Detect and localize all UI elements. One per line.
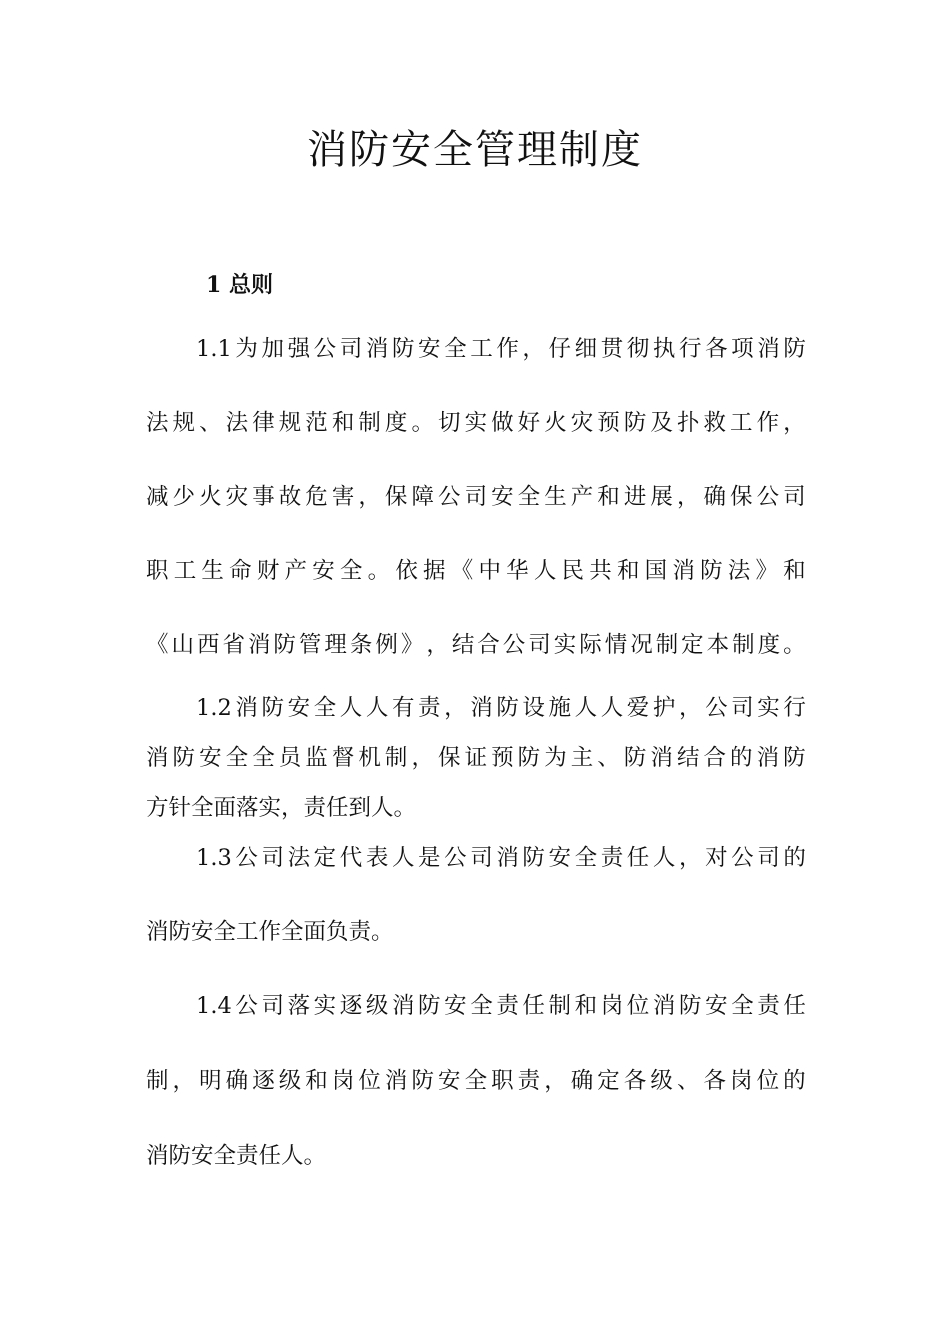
paragraph-text: 制 ， 明 确 逐 级 和 岗 位 消 防 安 全 职 责 ， 确 定 各 级 、 各 岗 位 的 — [146, 1068, 806, 1094]
paragraph-line — [196, 990, 806, 1022]
paragraph-text: 减 少 火 灾 事 故 危 害 ， 保 障 公 司 安 全 生 产 和 进 展 ， 确 保 公 司 — [146, 484, 806, 510]
paragraph-line — [146, 1065, 806, 1097]
paragraph-text: 消防安全工作全面负责。 — [146, 919, 394, 945]
paragraph-line — [146, 629, 806, 661]
paragraph-line — [146, 407, 806, 439]
paragraph-line — [146, 792, 806, 824]
paragraph-text: 1.4 公 司 落 实 逐 级 消 防 安 全 责 任 制 和 岗 位 消 防 安 全 责 任 — [196, 993, 806, 1019]
paragraph-text: 消 防 安 全 全 员 监 督 机 制 ， 保 证 预 防 为 主 、 防 消 结 合 的 消 防 — [146, 745, 806, 771]
paragraph-text: 《 山 西 省 消 防 管 理 条 例 》 ， 结 合 公 司 实 际 情 况 制 定 本 制 度 。 — [146, 632, 806, 658]
paragraph-line — [196, 842, 806, 874]
paragraph-line — [196, 692, 806, 724]
paragraph-line — [146, 742, 806, 774]
paragraph-text: 1.2 消 防 安 全 人 人 有 责 ， 消 防 设 施 人 人 爱 护 ， 公 司 实 行 — [196, 695, 806, 721]
paragraph-text: 消防安全责任人。 — [146, 1143, 327, 1169]
paragraph-text: 方针全面落实，责任到人。 — [146, 795, 417, 821]
paragraph-text: 1.1 为 加 强 公 司 消 防 安 全 工 作 ， 仔 细 贯 彻 执 行 各 项 消 防 — [196, 336, 806, 362]
paragraph-text: 1.3 公 司 法 定 代 表 人 是 公 司 消 防 安 全 责 任 人 ， 对 公 司 的 — [196, 845, 806, 871]
section-heading: 1 总则 — [206, 272, 273, 298]
paragraph-line — [146, 555, 806, 587]
paragraph-text: 职 工 生 命 财 产 安 全 。 依 据 《 中 华 人 民 共 和 国 消 防 法 》 和 — [146, 558, 806, 584]
paragraph-line — [146, 481, 806, 513]
paragraph-line — [146, 1140, 806, 1172]
paragraph-text: 法 规 、 法 律 规 范 和 制 度 。 切 实 做 好 火 灾 预 防 及 扑 救 工 作 ， — [146, 410, 806, 436]
paragraph-line — [146, 916, 806, 948]
page-title: 消防安全管理制度 — [307, 127, 643, 173]
paragraph-line — [196, 333, 806, 365]
